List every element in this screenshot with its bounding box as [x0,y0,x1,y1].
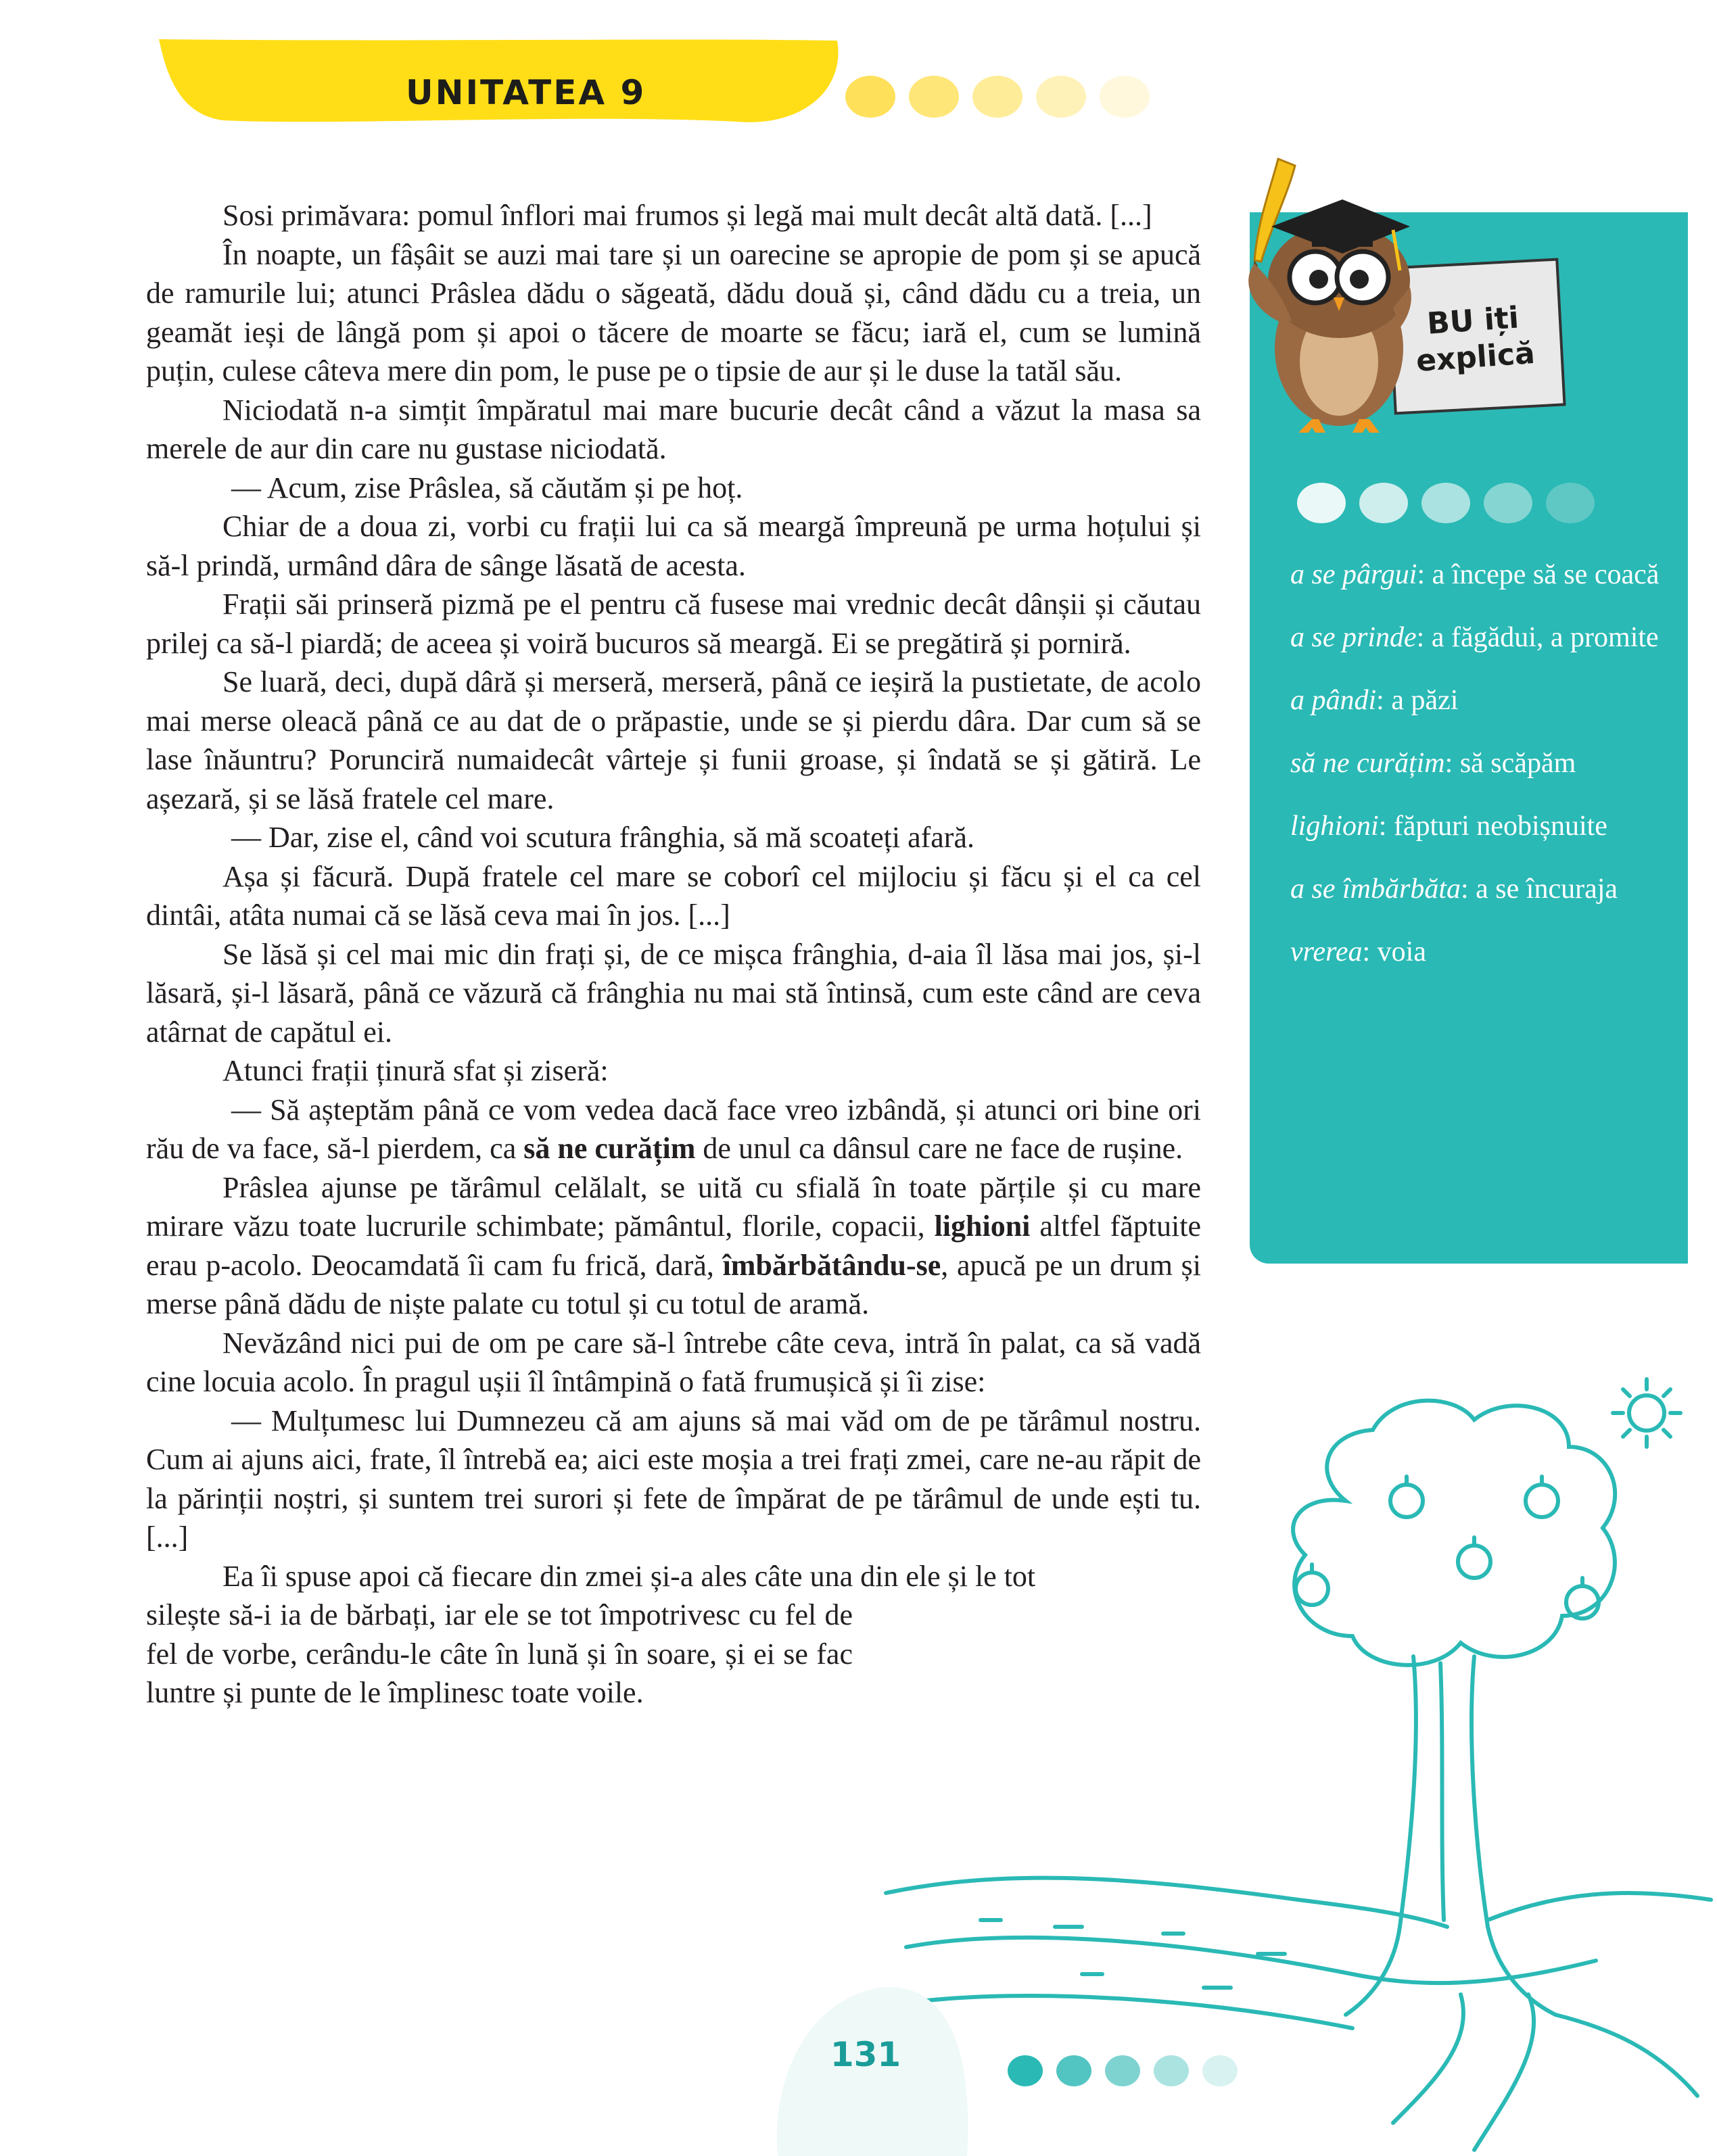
glossary-term: vrerea [1290,936,1363,967]
paragraph-continued: silește să-i ia de bărbați, iar ele se tot împotrivesc cu fel de fel de vorbe, cerându-le câte în lună și în soare, și ei se fac luntre și punte de le împlinesc toate voile. [146,1598,853,1709]
glossed-word: să ne curățim [523,1132,696,1165]
paragraph: Așa și făcură. După fratele cel mare se coborî cel mijlociu și făcu și el ca cel dintâi, atâta numai că se lăsă ceva mai în jos. [...] [146,859,1201,932]
footer-dot [1154,2055,1189,2086]
unit-banner [0,0,852,135]
paragraph: Frații săi prinseră pizmă pe el pentru că fusese mai vrednic decât dânșii și căutau prilej ca să-l piardă; de aceea și voiră bucuros să meargă. Ei se pregătiră și porniră. [146,588,1201,660]
glossary-definition: : a se încuraja [1461,873,1618,905]
glossary-dot [1297,483,1346,523]
text-run: altfel făptuite erau p-acolo. Deocamdată îi cam fu frică, dară, [146,1209,1201,1282]
glossary-entry [1290,744,1669,783]
dialog-line: — Acum, zise Prâslea, să căutăm și pe hoț. [231,471,743,504]
glossary-entry [1290,807,1669,846]
glossary-dot [1546,483,1595,523]
glossary-term: a pândi [1290,685,1377,716]
footer-dot [1202,2055,1238,2086]
paragraph: Chiar de a doua zi, vorbi cu frații lui ca să meargă împreună pe urma hoțului și să-l prindă, urmând dâra de sânge lăsată de acesta. [146,510,1201,582]
paragraph: În noapte, un fâșâit se auzi mai tare și un oarecine se apropie de pom și se apucă de ramurile lui; atunci Prâslea dădu o săgeată, dădu două și, când dădu cu a treia, un geamăt ieși de lângă pom și apoi o tăcere de moarte se făcu; iară el, cum se lumină puțin, culese câteva mere din pom, le puse pe o tipsie de aur și le duse la tatăl său. [146,237,1201,387]
glossary-list [1290,556,1669,996]
unit-title: UNITATEA 9 [406,73,646,112]
glossary-definition: : a începe să se coacă [1417,559,1660,590]
text-run: , apucă pe un drum și merse până dădu de niște palate cu totul și cu totul de aramă. [146,1248,1201,1320]
text-run: — Să așteptăm până ce vom vedea dacă face vreo izbândă, și atunci ori bine ori rău de va face, să-l pierdem, ca [146,1093,1201,1165]
apple-tree-illustration [879,1366,1717,2156]
header-dot [972,76,1022,118]
glossary-definition: : făpturi neobișnuite [1378,811,1607,842]
glossary-term: lighioni [1290,811,1379,842]
glossary-entry [1290,870,1669,909]
footer-dot [1105,2055,1140,2086]
glossary-definition: : a păzi [1376,685,1459,716]
footer-dot [1056,2055,1091,2086]
glossary-entry [1290,681,1669,720]
paragraph: Se lăsă și cel mai mic din frați și, de ce mișca frânghia, d-aia îl lăsa mai jos, și-l lăsară, și-l lăsară, până ce văzură că frânghia nu mai stă întinsă, cum este când are ceva atârnat de capătul ei. [146,937,1201,1049]
header-dot [1100,76,1150,118]
dialog-line: — Dar, zise el, când voi scutura frânghia, să mă scoateți afară. [231,821,974,854]
glossary-dot [1359,483,1408,523]
header-dot [1036,76,1086,118]
glossary-term: a se prinde [1290,622,1417,653]
paragraph: Atunci frații ținură sfat și ziseră: [222,1054,609,1087]
glossed-word: îmbărbătându-se [722,1248,941,1282]
glossary-term: a se îmbărbăta [1290,873,1461,905]
text-run: de unul ca dânsul care ne face de rușine. [695,1132,1183,1165]
glossary-definition: : să scăpăm [1444,748,1576,779]
glossary-entry [1290,556,1669,594]
glossary-entry [1290,933,1669,972]
glossed-word: lighioni [934,1209,1031,1243]
glossary-entry [1290,619,1669,657]
text-run: Prâslea ajunse pe tărâmul celălalt, se uită cu sfială în toate părțile și cu mare mirare văzu toate lucrurile schimbate; pământul, florile, copacii, [146,1170,1201,1243]
glossary-definition: : a făgădui, a promite [1416,622,1659,653]
paragraph: Nevăzând nici pui de om pe care să-l întrebe câte ceva, intră în palat, ca să vadă cine locuia acolo. În pragul ușii îl întâmpină o fată frumușică și îi zise: [146,1326,1201,1398]
glossary-term: a se pârgui [1290,559,1417,590]
header-dots [845,76,1163,118]
badge-label-line: explică [1415,335,1536,379]
glossary-dot [1421,483,1470,523]
glossary-definition: : voia [1362,936,1426,967]
footer-dots [1008,2055,1251,2086]
paragraph: Se luară, deci, după dâră și merseră, merseră, până ce ieșiră la pustietate, de acolo mai merse oleacă până ce au dat de o prăpastie, unde se și pierdu dâra. Dar cum să se lase înăuntru? Poruncіră numaidecât vârteje și funii groase, și îndată se și gătiră. Le așezară, și se lăsă fratele cel mare. [146,665,1201,815]
header-dot [909,76,959,118]
badge-label-line: BU iți [1426,300,1520,341]
paragraph: Niciodată n-a simțit împăratul mai mare bucurie decât când a văzut la masa sa merele de aur din care nu gustase niciodată. [146,393,1201,465]
dialog-line: — Mulțumesc lui Dumnezeu că am ajuns să mai văd om de pe tărâmul nostru. Cum ai ajuns aici, frate, îl întrebă ea; aici este moșia a trei frați zmei, care ne-au răpit de la părinții noștri, și suntem trei surori și fete de împărat de pe tărâmul de unde ești tu. [...] [146,1404,1201,1554]
dialog-line [146,1091,1201,1168]
header-dot [845,76,895,118]
footer-dot [1008,2055,1043,2086]
badge-label [1404,298,1544,381]
glossary-dots [1297,483,1608,523]
paragraph [146,1168,1201,1324]
glossary-term: să ne curățim [1290,748,1445,779]
paragraph: Sosi primăvara: pomul înflori mai frumos și legă mai mult decât altă dată. [...] [222,199,1152,232]
paragraph: Ea îi spuse apoi că fiecare din zmei și-a ales câte una din ele și le tot [222,1559,1036,1593]
page-number: 131 [830,2035,901,2074]
glossary-dot [1484,483,1532,523]
